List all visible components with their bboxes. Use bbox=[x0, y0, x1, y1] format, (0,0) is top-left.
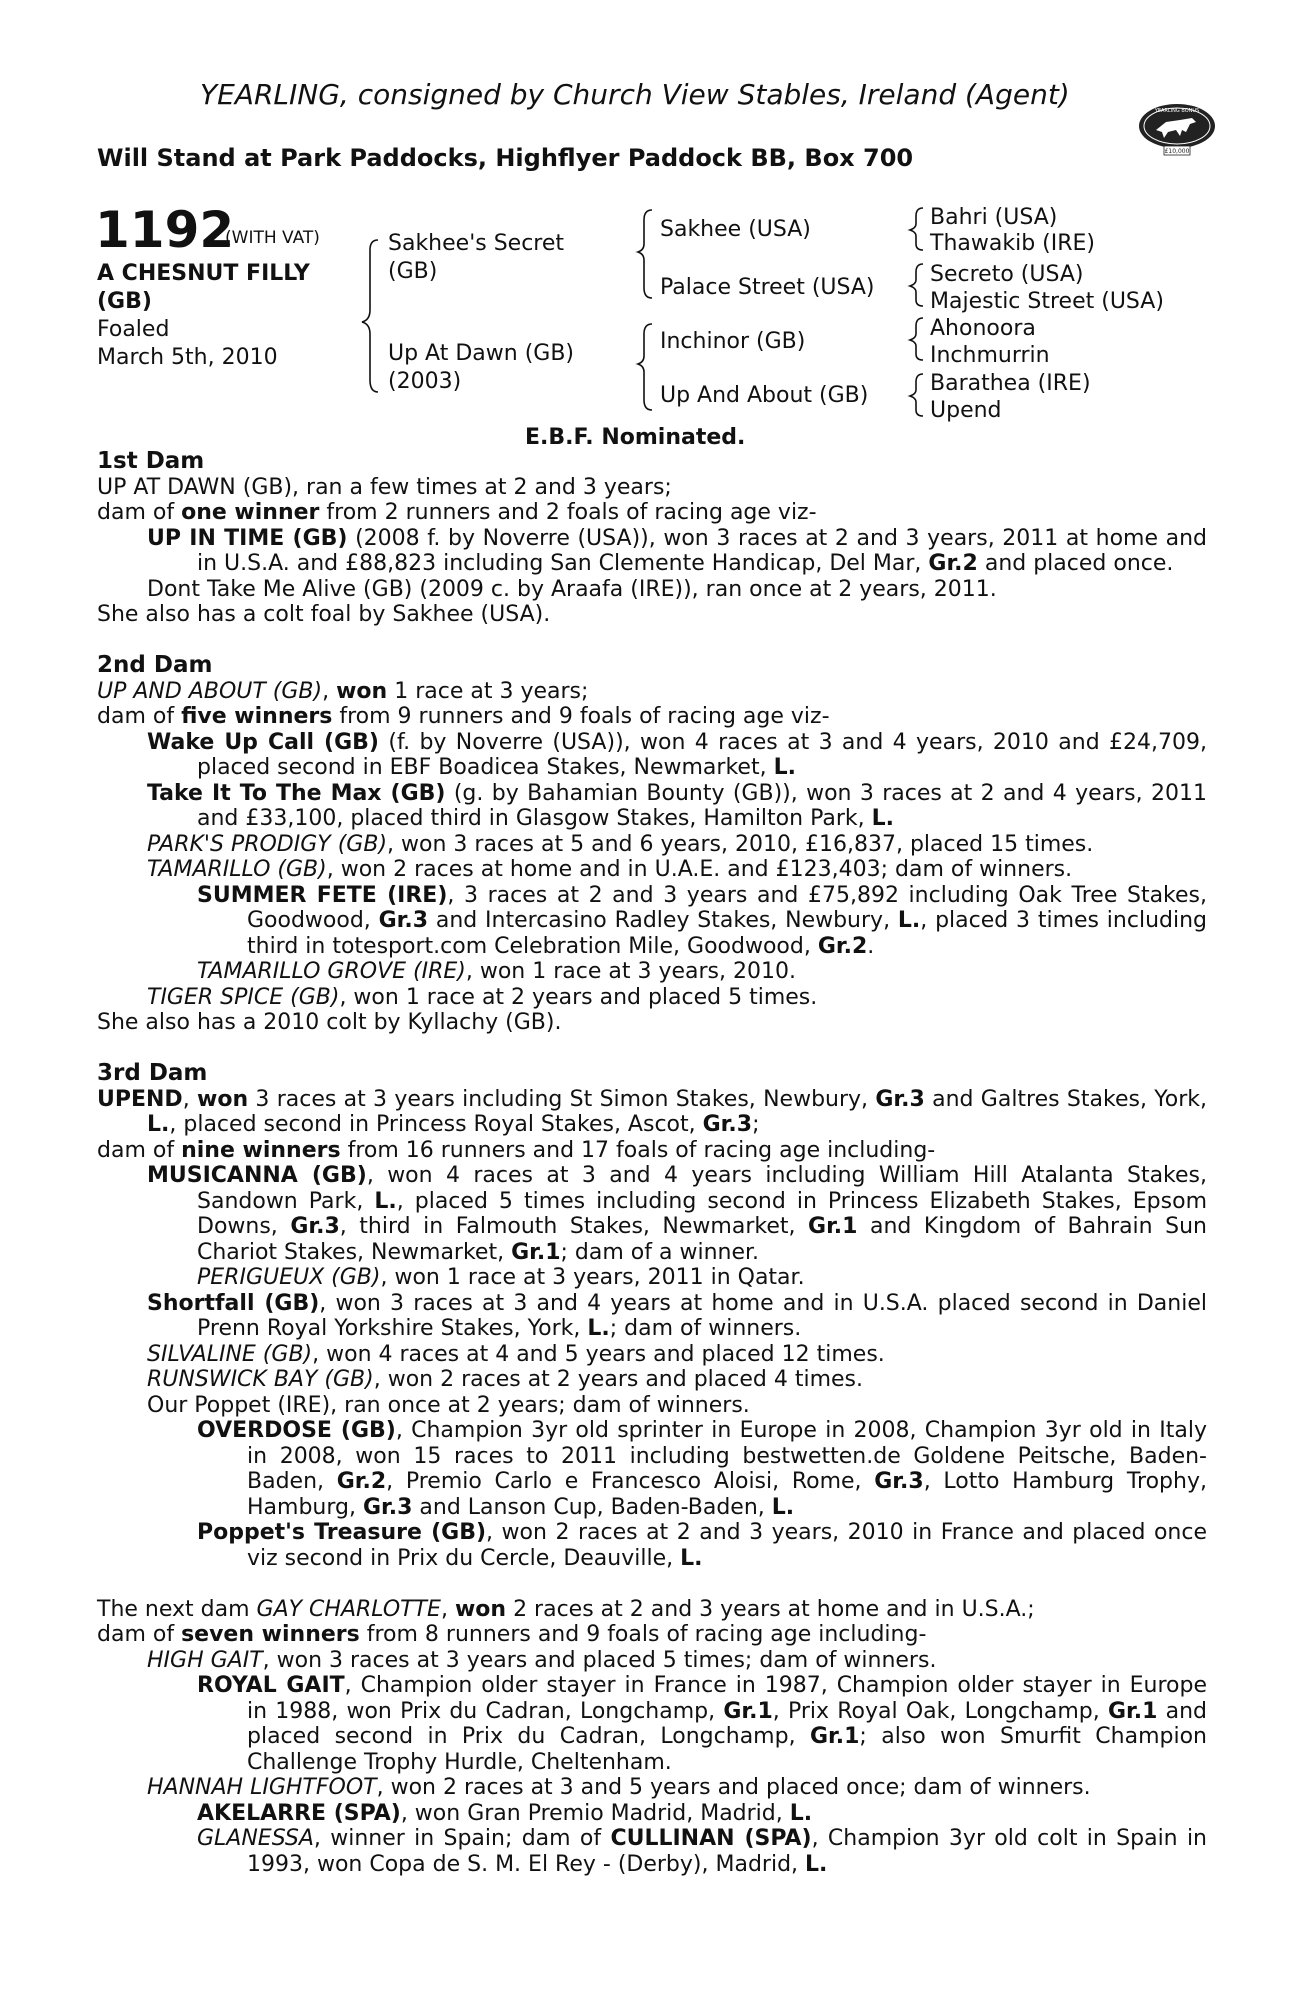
pedigree-brackets bbox=[0, 0, 1314, 440]
progeny-dont-take-me-alive: Dont Take Me Alive (GB) (2009 c. by Araafa (IRE)), ran once at 2 years, 2011. bbox=[147, 576, 997, 602]
next-dam-produce: dam of seven winners from 8 runners and 9 foals of racing age including- bbox=[97, 1622, 927, 1647]
second-dam-foal-note: She also has a 2010 colt by Kyllachy (GB). bbox=[97, 1010, 562, 1035]
progeny-our-poppet: Our Poppet (IRE), ran once at 2 years; dam of winners. bbox=[147, 1392, 750, 1418]
progeny-up-in-time: UP IN TIME (GB) (2008 f. by Noverre (USA)), won 3 races at 2 and 3 years, 2011 at home and in U.S.A. and £88,823 including San Clemente Handicap, Del Mar, Gr.2 and placed once. bbox=[147, 525, 1207, 576]
dam bbox=[388, 340, 574, 396]
first-dam-line: UP AT DAWN (GB), ran a few times at 2 and 3 years; bbox=[97, 474, 672, 500]
pedigree-brace-main bbox=[362, 240, 378, 392]
progeny-wake-up-call: Wake Up Call (GB) (f. by Noverre (USA)), won 4 races at 3 and 4 years, 2010 and £24,709, placed second in EBF Boadicea Stakes, Newmarket, L. bbox=[147, 729, 1208, 780]
dam-name: Up At Dawn (GB) bbox=[388, 341, 575, 366]
second-dam-heading: 2nd Dam bbox=[97, 652, 213, 678]
progeny-royal-gait: ROYAL GAIT, Champion older stayer in France in 1987, Champion older stayer in Europe in 1988, won Prix du Cadran, Longchamp, Gr.1, Prix Royal Oak, Longchamp, Gr.1 and placed second in Prix du Cadran, Longchamp, Gr.1; also won Smurfit Champion Challenge Trophy Hurdle, Cheltenham. bbox=[197, 1673, 1208, 1775]
dam-sire: Inchinor (GB) bbox=[660, 329, 806, 354]
progeny-hannah-lightfoot: HANNAH LIGHTFOOT, won 2 races at 3 and 5 years and placed once; dam of winners. bbox=[147, 1775, 1091, 1800]
progeny-poppets-treasure: Poppet's Treasure (GB), won 2 races at 2 and 3 years, 2010 in France and placed once viz second in Prix du Cercle, Deauville, L. bbox=[197, 1520, 1207, 1571]
pedigree-brace-ds bbox=[910, 318, 923, 360]
ebf-nominated: E.B.F. Nominated. bbox=[525, 425, 746, 450]
lot-country: (GB) bbox=[97, 289, 152, 314]
third-dam-produce: dam of nine winners from 16 runners and 17 foals of racing age including- bbox=[97, 1137, 936, 1163]
first-dam-heading: 1st Dam bbox=[97, 448, 205, 474]
second-dam-produce: dam of five winners from 9 runners and 9 foals of racing age viz- bbox=[97, 704, 830, 729]
progeny-runswick-bay: RUNSWICK BAY (GB), won 2 races at 2 years and placed 4 times. bbox=[147, 1367, 864, 1392]
progeny-tamarillo: TAMARILLO (GB), won 2 races at home and in U.A.E. and £123,403; dam of winners. bbox=[147, 857, 1073, 882]
next-dam-line: The next dam GAY CHARLOTTE, won 2 races at 2 and 3 years at home and in U.S.A.; bbox=[97, 1596, 1035, 1622]
third-dam-heading: 3rd Dam bbox=[97, 1060, 208, 1086]
pedigree-brace-sd bbox=[910, 264, 923, 306]
second-dam-line: UP AND ABOUT (GB), won 1 race at 3 years; bbox=[97, 678, 589, 704]
lot-number: 1192 bbox=[95, 201, 235, 259]
sds: Secreto (USA) bbox=[930, 262, 1084, 287]
foaled-date: March 5th, 2010 bbox=[97, 345, 278, 370]
progeny-tamarillo-grove: TAMARILLO GROVE (IRE), won 1 race at 3 years, 2010. bbox=[197, 959, 796, 984]
progeny-shortfall: Shortfall (GB), won 3 races at 3 and 4 years at home and in U.S.A. placed second in Daniel Prenn Royal Yorkshire Stakes, York, L.; dam of winners. bbox=[147, 1290, 1207, 1341]
third-dam-line: UPEND, won 3 races at 3 years including St Simon Stakes, Newbury, Gr.3 and Galtres Stakes, York, L., placed second in Princess Royal Stakes, Ascot, Gr.3; bbox=[97, 1086, 1207, 1137]
dss: Ahonoora bbox=[930, 316, 1036, 341]
progeny-parks-prodigy: PARK'S PRODIGY (GB), won 3 races at 5 and 6 years, 2010, £16,837, placed 15 times. bbox=[147, 831, 1094, 857]
vat-note: (WITH VAT) bbox=[225, 228, 320, 248]
sire-sire: Sakhee (USA) bbox=[660, 217, 811, 242]
sss: Bahri (USA) bbox=[930, 205, 1058, 230]
progeny-high-gait: HIGH GAIT, won 3 races at 3 years and placed 5 times; dam of winners. bbox=[147, 1647, 937, 1673]
progeny-musicanna: MUSICANNA (GB), won 4 races at 3 and 4 years including William Hill Atalanta Stakes, Sandown Park, L., placed 5 times including second in Princess Elizabeth Stakes, Epsom Downs, Gr.3, third in Falmouth Stakes, Newmarket, Gr.1 and Kingdom of Bahrain Sun Chariot Stakes, Newmarket, Gr.1; dam of a winner. bbox=[147, 1163, 1208, 1265]
dsd: Inchmurrin bbox=[930, 343, 1050, 368]
progeny-take-it-to-the-max: Take It To The Max (GB) (g. by Bahamian Bounty (GB)), won 3 races at 2 and 4 years, 2011 and £33,100, placed third in Glasgow Stakes, Hamilton Park, L. bbox=[147, 780, 1207, 831]
pedigree-brace-ss bbox=[910, 208, 923, 250]
sdd: Majestic Street (USA) bbox=[930, 289, 1164, 314]
progeny-overdose: OVERDOSE (GB), Champion 3yr old sprinter in Europe in 2008, Champion 3yr old in Italy in 2008, won 15 races to 2011 including bestwetten.de Goldene Peitsche, Baden-Baden, Gr.2, Premio Carlo e Francesco Aloisi, Rome, Gr.3, Lotto Hamburg Trophy, Hamburg, Gr.3 and Lanson Cup, Baden-Baden, L. bbox=[197, 1418, 1207, 1520]
sire bbox=[388, 230, 564, 286]
progeny-tiger-spice: TIGER SPICE (GB), won 1 race at 2 years and placed 5 times. bbox=[147, 984, 818, 1010]
ddd: Upend bbox=[930, 398, 1002, 423]
progeny-glanessa: GLANESSA, winner in Spain; dam of CULLINAN (SPA), Champion 3yr old colt in Spain in 1993, won Copa de S. M. El Rey - (Derby), Madrid, L. bbox=[197, 1826, 1207, 1877]
badge-top-text: YEARLING BONUS bbox=[1154, 108, 1200, 114]
stand-location: Will Stand at Park Paddocks, Highflyer Paddock BB, Box 700 bbox=[97, 144, 914, 172]
first-dam-produce: dam of one winner from 2 runners and 2 foals of racing age viz- bbox=[97, 500, 817, 525]
catalogue-body bbox=[97, 449, 1207, 1877]
progeny-perigueux: PERIGUEUX (GB), won 1 race at 3 years, 2011 in Qatar. bbox=[197, 1265, 805, 1290]
foaled-label: Foaled bbox=[97, 317, 170, 342]
pedigree-brace-dam bbox=[638, 324, 652, 410]
ssd: Thawakib (IRE) bbox=[930, 231, 1095, 256]
pedigree-brace-dd bbox=[910, 374, 923, 416]
dam-dam: Up And About (GB) bbox=[660, 383, 869, 408]
dds: Barathea (IRE) bbox=[930, 371, 1091, 396]
sire-name: Sakhee's Secret bbox=[388, 231, 565, 256]
progeny-silvaline: SILVALINE (GB), won 4 races at 4 and 5 years and placed 12 times. bbox=[147, 1341, 885, 1367]
sire-country: (GB) bbox=[388, 259, 438, 284]
badge-bottom-text: £10,000 bbox=[1164, 148, 1190, 155]
sire-dam: Palace Street (USA) bbox=[660, 275, 875, 300]
progeny-summer-fete: SUMMER FETE (IRE), 3 races at 2 and 3 years and £75,892 including Oak Tree Stakes, Goodwood, Gr.3 and Intercasino Radley Stakes, Newbury, L., placed 3 times including third in totesport.com Celebration Mile, Goodwood, Gr.2. bbox=[197, 882, 1207, 959]
progeny-akelarre: AKELARRE (SPA), won Gran Premio Madrid, Madrid, L. bbox=[197, 1800, 813, 1826]
dam-year: (2003) bbox=[388, 369, 462, 394]
catalogue-header: YEARLING, consigned by Church View Stables, Ireland (Agent) bbox=[200, 78, 1070, 111]
pedigree-brace-sire bbox=[638, 210, 652, 298]
first-dam-foal-note: She also has a colt foal by Sakhee (USA). bbox=[97, 602, 551, 627]
lot-sex-colour: A CHESNUT FILLY bbox=[97, 261, 310, 286]
